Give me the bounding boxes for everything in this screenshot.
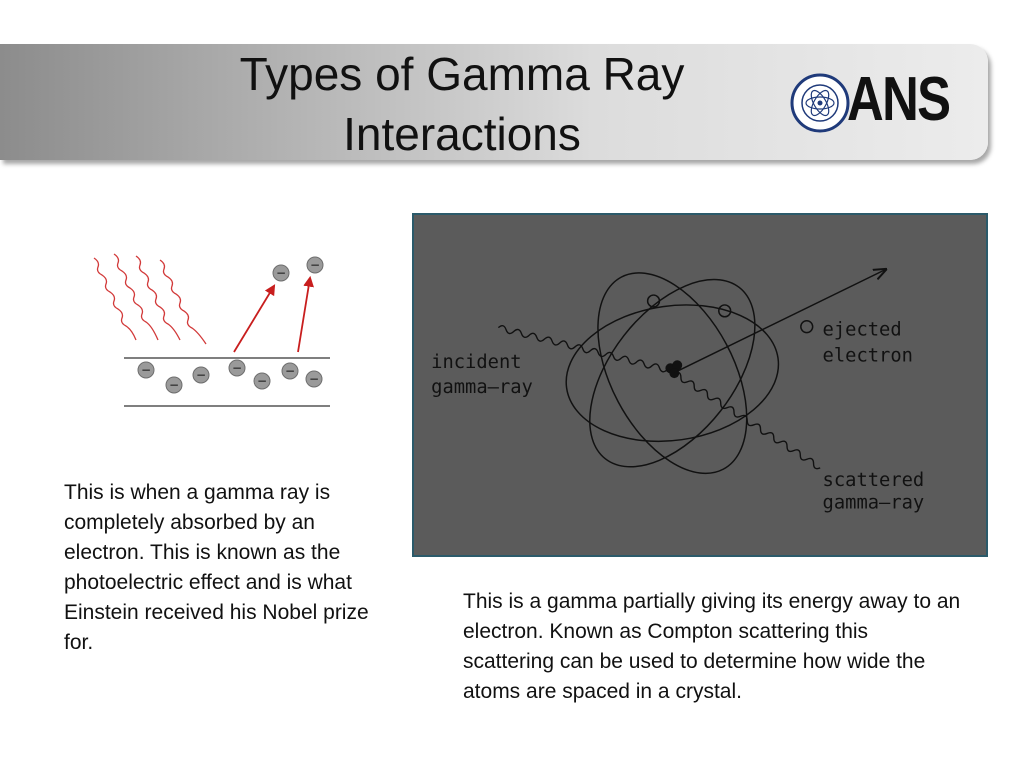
slide-title-line-1: Types of Gamma Ray	[239, 48, 685, 100]
photoelectric-diagram	[84, 248, 344, 418]
electron-icon	[193, 367, 209, 383]
slide-title	[180, 44, 744, 164]
scattered-gamma-wave	[673, 371, 822, 471]
electron-icon	[282, 363, 298, 379]
incident-gamma-wave	[498, 325, 668, 373]
ans-logo-text: ANS	[847, 65, 950, 134]
photoelectric-caption: This is when a gamma ray is completely absorbed by an electron. This is known as the photoelectric effect and is what Einstein received his Nobel prize for.	[64, 481, 369, 654]
electron-icon	[166, 377, 182, 393]
orbital-electron-icons	[648, 295, 731, 317]
svg-text:−: −	[309, 258, 321, 272]
scattered-label-line-2: gamma—ray	[822, 492, 925, 514]
ejected-electron-arrow-1	[234, 286, 274, 352]
electron-icon	[138, 362, 154, 378]
compton-diagram	[412, 213, 988, 557]
electron-icon	[273, 265, 289, 281]
ans-seal-icon	[792, 75, 848, 131]
incident-label-line-1: incident	[431, 352, 522, 374]
electron-icon	[307, 257, 323, 273]
ejected-label-line-1: ejected	[822, 319, 902, 341]
svg-text:−: −	[275, 266, 287, 280]
ejected-electron-icon	[801, 321, 813, 333]
electron-icon	[306, 371, 322, 387]
svg-text:−: −	[256, 374, 268, 388]
ejected-electron-arrow-2	[298, 278, 310, 352]
ejected-label-line-2: electron	[822, 345, 913, 367]
compton-caption: This is a gamma partially giving its energy away to an electron. Known as Compton scattering this scattering can be used to determine how wide the atoms are spaced in a crystal.	[463, 590, 961, 703]
incident-gamma-waves	[94, 254, 206, 344]
svg-text:−: −	[231, 361, 243, 375]
incident-label-line-2: gamma—ray	[431, 376, 533, 398]
electron-icon	[254, 373, 270, 389]
svg-text:−: −	[195, 368, 207, 382]
svg-text:−: −	[140, 363, 152, 377]
svg-text:−: −	[308, 372, 320, 386]
electron-icon	[229, 360, 245, 376]
svg-text:−: −	[284, 364, 296, 378]
svg-text:−: −	[168, 378, 180, 392]
slide-title-line-2: Interactions	[343, 108, 581, 160]
electron-icons	[138, 257, 323, 393]
scattered-label-line-1: scattered	[822, 469, 925, 491]
